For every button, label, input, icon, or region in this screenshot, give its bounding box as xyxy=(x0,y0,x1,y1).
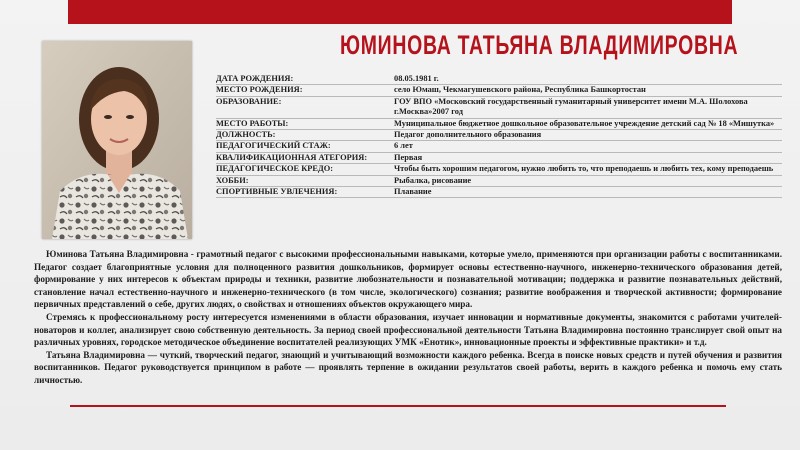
info-value: село Юмаш, Чекмагушевского района, Республика Башкортостан xyxy=(394,85,782,96)
info-label: ПЕДАГОГИЧЕСКИЙ СТАЖ: xyxy=(216,141,394,152)
bottom-accent-line xyxy=(70,405,726,407)
info-row xyxy=(216,164,782,175)
portrait-photo xyxy=(42,41,192,239)
info-row xyxy=(216,141,782,152)
info-row xyxy=(216,175,782,186)
info-value: 08.05.1981 г. xyxy=(394,74,782,85)
bio-paragraph: Юминова Татьяна Владимировна - грамотный педагог с высокими профессиональными навыками, которые умело, применяются при организации работы с воспитанниками. Педагог создает благоприятные условия для полноценного развития дошкольников, формирует основы естественно-научного, инженерно-технического образования детей, формирование у них интересов к объектам природы и техники, развитие любознательности и познавательной мотивации; поддержка и развитие познавательных действий, становление начал естественно-научного и инженерно-технического (в том числе, экологического) сознания; развитие воображения и творческой активности; формирование первичных представлений о себе, других людях, о свойствах и отношениях объектов окружающего мира. xyxy=(34,249,782,310)
info-value: Рыбалка, рисование xyxy=(394,175,782,186)
info-row xyxy=(216,187,782,198)
portrait-photo-drawing xyxy=(42,41,192,239)
info-value: Муниципальное бюджетное дошкольное образовательное учреждение детский сад № 18 «Мишутка» xyxy=(394,118,782,129)
info-table xyxy=(216,74,782,198)
info-row xyxy=(216,85,782,96)
info-label: КВАЛИФИКАЦИОННАЯ АТЕГОРИЯ: xyxy=(216,152,394,163)
info-value: Плавание xyxy=(394,187,782,198)
info-label: ХОББИ: xyxy=(216,175,394,186)
info-label: СПОРТИВНЫЕ УВЛЕЧЕНИЯ: xyxy=(216,187,394,198)
info-value: ГОУ ВПО «Московский государственный гуманитарный университет имени М.А. Шолохова г.Москва»2007 год xyxy=(394,96,782,118)
info-label: МЕСТО РОЖДЕНИЯ: xyxy=(216,85,394,96)
info-value: Первая xyxy=(394,152,782,163)
info-label: ПЕДАГОГИЧЕСКОЕ КРЕДО: xyxy=(216,164,394,175)
info-row xyxy=(216,118,782,129)
info-row xyxy=(216,96,782,118)
biography-text xyxy=(34,248,782,387)
info-row xyxy=(216,152,782,163)
page-title: ЮМИНОВА ТАТЬЯНА ВЛАДИМИРОВНА xyxy=(340,30,739,60)
info-label: МЕСТО РАБОТЫ: xyxy=(216,118,394,129)
info-row xyxy=(216,130,782,141)
info-value: 6 лет xyxy=(394,141,782,152)
bio-paragraph: Татьяна Владимировна — чуткий, творческий педагог, знающий и учитывающий возможности каждого ребенка. Всегда в поиске новых средств и путей обучения и развития воспитанников. Педагог руководствуется принципом в работе — проявлять терпение в ожидании результатов своей работы, верить в каждого ребенка и помочь ему стать личностью. xyxy=(34,349,782,385)
top-accent-bar xyxy=(68,0,732,24)
info-label: ОБРАЗОВАНИЕ: xyxy=(216,96,394,118)
info-value: Чтобы быть хорошим педагогом, нужно любить то, что преподаешь и любить тех, кому преподаешь xyxy=(394,164,782,175)
info-label: ДАТА РОЖДЕНИЯ: xyxy=(216,74,394,85)
info-value: Педагог дополнительного образования xyxy=(394,130,782,141)
bio-paragraph: Стремясь к профессиональному росту интересуется изменениями в области образования, изучает инновации и нормативные документы, знакомится с работами учителей-новаторов и коллег, анализирует свою собственную деятельность. За период своей профессиональной деятельности Татьяна Владимировна постоянно транслирует свой опыт на различных уровнях, городское методическое объединение воспитателей реализующих УМК «Енотик», инновационные проекты и эффективные практики» и т.д. xyxy=(34,311,782,348)
info-row xyxy=(216,74,782,85)
info-label: ДОЛЖНОСТЬ: xyxy=(216,130,394,141)
